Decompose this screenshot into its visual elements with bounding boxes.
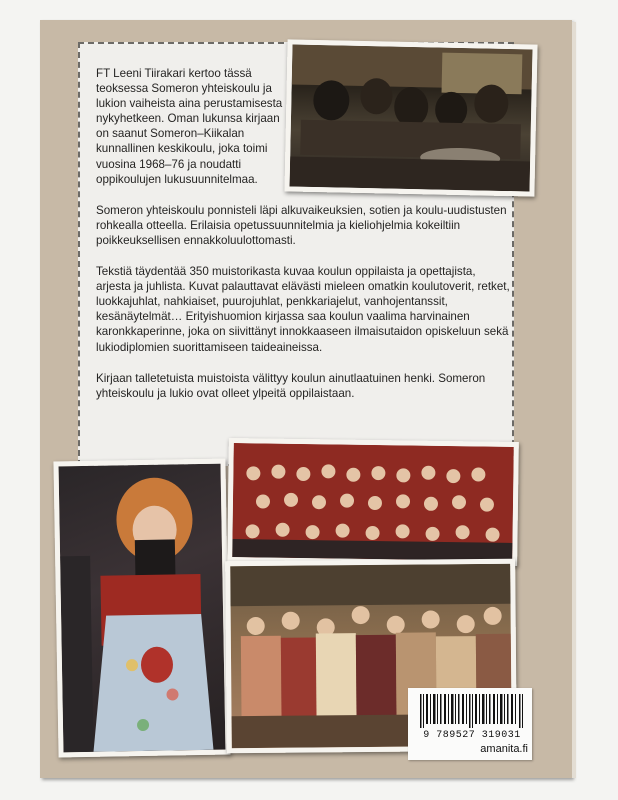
- costume-illustration: [59, 464, 226, 753]
- photo-group-portrait: [227, 438, 519, 566]
- group-illustration: [232, 443, 514, 561]
- classroom-illustration: [290, 45, 533, 192]
- blurb-paragraph-4: Kirjaan talletetuista muistoista välittyy koulun ainutlaatuinen henki. Someron yhteiskoulu ja lukio ovat olleet ylpeitä oppilaistaan.: [96, 371, 486, 400]
- photo-costumed-child: [53, 459, 230, 758]
- isbn-number: 9 789527 319031: [423, 730, 521, 741]
- photo-classroom-students: [284, 39, 537, 196]
- barcode-icon: [418, 694, 526, 728]
- blurb-paragraph-3: Tekstiä täydentää 350 muistorikasta kuvaa koulun oppilaista ja opettajista, arjesta ja juhlista. Kuvat palauttavat elävästi mieleen omatkin koulutoverit, retket, luokkajuhlat, nahkiaiset, puurojuhlat, penkkariajelut, vanhojentanssit, kesänäytelmät… Erityishuomion kirjassa saa koulun vaalima harvinainen karonkkaperinne, joka on siivittänyt innokkaaseen ilmaisutaidon opiskeluun sekä lukiodiplomien suorittamiseen taideaineissa.: [96, 265, 510, 354]
- blurb-paragraph-1: FT Leeni Tiirakari kertoo tässä teoksessa Someron yhteiskoulu ja lukion vaiheista aina perustamisesta nykyhetkeen. Oman lukunsa kirjaan on saanut Someron–Kiikalan kunnallinen keskikoulu, joka toimi vuosina 1968–76 ja noudatti oppikoulujen lukusuunnitelmaa.: [96, 67, 283, 186]
- barcode-label: [408, 688, 532, 760]
- blurb-paragraph-2: Someron yhteiskoulu ponnisteli läpi alkuvaikeuksien, sotien ja koulu-uudistusten rohkealla otteella. Erilaisia opetussuunnitelmia ja kieliohjelmia kokeiltiin poikkeuksellisen ennakkoluulottomasti.: [96, 203, 507, 247]
- cover-edge: [572, 22, 576, 778]
- publisher-website: amanita.fi: [480, 743, 528, 755]
